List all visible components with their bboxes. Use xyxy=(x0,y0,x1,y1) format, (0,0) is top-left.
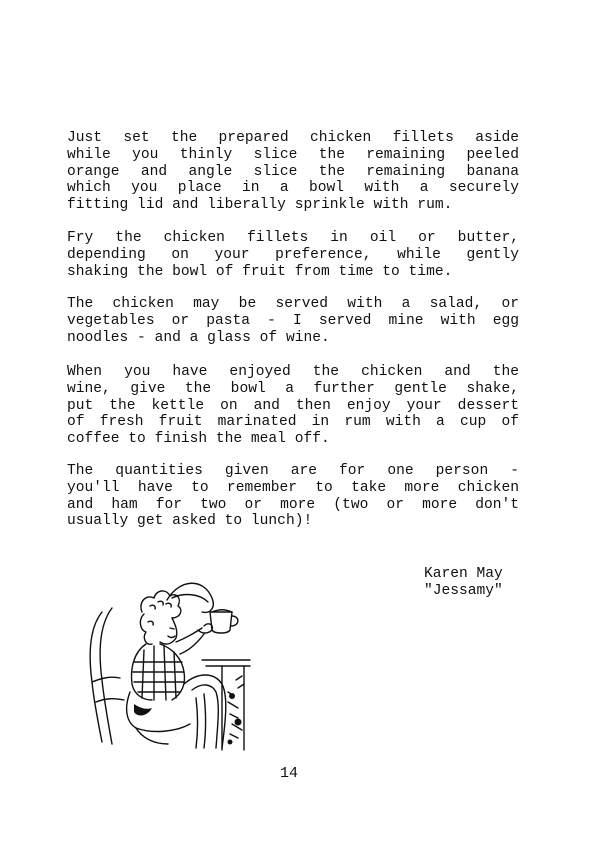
text-line: shaking the bowl of fruit from time to time. xyxy=(67,263,453,280)
chair-frame-icon xyxy=(90,612,102,742)
text-line: When you have enjoyed the chicken and the xyxy=(67,364,519,380)
text-line: Just set the prepared chicken fillets aside xyxy=(67,130,519,146)
paragraph-4 xyxy=(67,364,519,448)
paragraph-3 xyxy=(67,296,519,346)
author-alias: "Jessamy" xyxy=(424,582,503,599)
text-line: and ham for two or more (two or more don't xyxy=(67,496,519,513)
page-number: 14 xyxy=(280,765,299,782)
teacup-icon xyxy=(210,612,232,633)
woman-drinking-tea-illustration xyxy=(72,572,252,752)
author-name: Karen May xyxy=(424,566,503,582)
text-line: of fresh fruit marinated in rum with a cup of xyxy=(67,414,519,431)
text-line: orange and angle slice the remaining banana xyxy=(67,163,519,180)
text-line: usually get asked to lunch)! xyxy=(67,513,313,530)
text-line: noodles - and a glass of wine. xyxy=(67,329,330,346)
text-line: depending on your preference, while gently xyxy=(67,246,519,263)
paragraph-5 xyxy=(67,463,519,530)
paragraph-1 xyxy=(67,130,519,214)
text-line: fitting lid and liberally sprinkle with rum. xyxy=(67,197,453,214)
text-line: you'll have to remember to take more chicken xyxy=(67,479,519,496)
text-line: which you place in a bowl with a securely xyxy=(67,180,519,197)
paragraph-2 xyxy=(67,230,519,280)
text-line: while you thinly slice the remaining peeled xyxy=(67,146,519,163)
author-signature xyxy=(424,566,503,600)
text-line: The chicken may be served with a salad, or xyxy=(67,296,519,312)
text-line: Fry the chicken fillets in oil or butter, xyxy=(67,230,519,246)
text-line: wine, give the bowl a further gentle shake, xyxy=(67,380,519,397)
text-line: The quantities given are for one person - xyxy=(67,463,519,479)
text-line: coffee to finish the meal off. xyxy=(67,431,330,448)
text-line: vegetables or pasta - I served mine with egg xyxy=(67,312,519,329)
text-line: put the kettle on and then enjoy your dessert xyxy=(67,397,519,414)
